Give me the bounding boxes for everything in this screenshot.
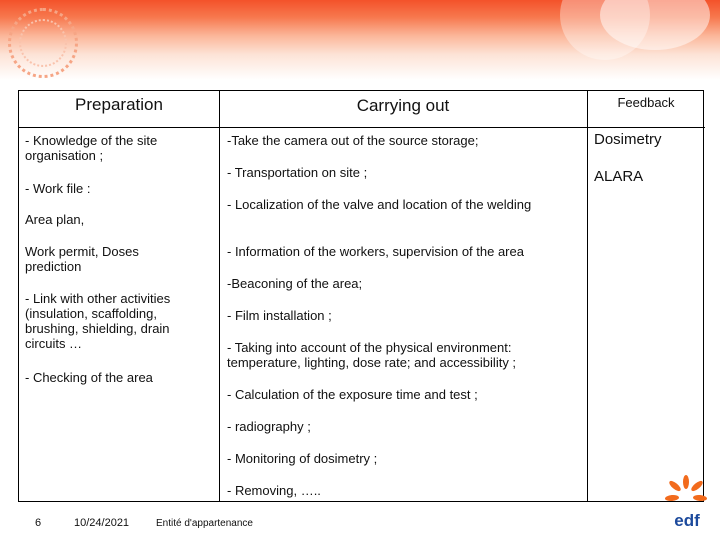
header-gradient-band [0,0,720,80]
preparation-item: - Checking of the area [25,370,153,385]
column-header-carrying-out: Carrying out [356,96,450,115]
page-number: 6 [35,517,42,529]
carrying-out-item: - Removing, ….. [227,483,321,498]
carrying-out-item: - Calculation of the exposure time and test ; [227,387,478,402]
carrying-out-item: - Transportation on site ; [227,165,368,180]
preparation-item: Area plan, [25,212,85,227]
footer-entity: Entité d'appartenance [156,518,253,529]
carrying-out-item: - Monitoring of dosimetry ; [227,451,378,466]
carrying-out-item: - Localization of the valve and location of the welding [227,197,532,212]
preparation-item: - Work file : [25,181,91,196]
carrying-out-item: -Beaconing of the area; [227,276,363,291]
carrying-out-item: - radiography ; [227,419,311,434]
feedback-item: Dosimetry [594,131,662,148]
edf-logo-burst [665,475,707,502]
preparation-item: - Link with other activities (insulation, scaffolding, brushing, shielding, drain circuits … [25,291,171,351]
preparation-item: - Knowledge of the site organisation ; [25,133,158,163]
decorative-dotted-circle [8,8,78,78]
preparation-item: Work permit, Doses prediction [25,244,139,274]
column-divider [219,91,220,501]
feedback-item: ALARA [594,168,644,185]
carrying-out-item: - Information of the workers, supervision of the area [227,244,524,259]
edf-logo [664,474,710,530]
carrying-out-item: - Taking into account of the physical environment: temperature, lighting, dose rate; and accessibility ; [227,340,517,370]
column-header-preparation: Preparation [75,95,163,114]
carrying-out-item: - Film installation ; [227,308,332,323]
column-divider [587,91,588,501]
edf-logo-text: edf [674,511,700,530]
column-header-feedback: Feedback [617,95,675,110]
carrying-out-item: -Take the camera out of the source storage; [227,133,479,148]
header-divider [19,127,705,128]
footer-date: 10/24/2021 [74,517,130,529]
